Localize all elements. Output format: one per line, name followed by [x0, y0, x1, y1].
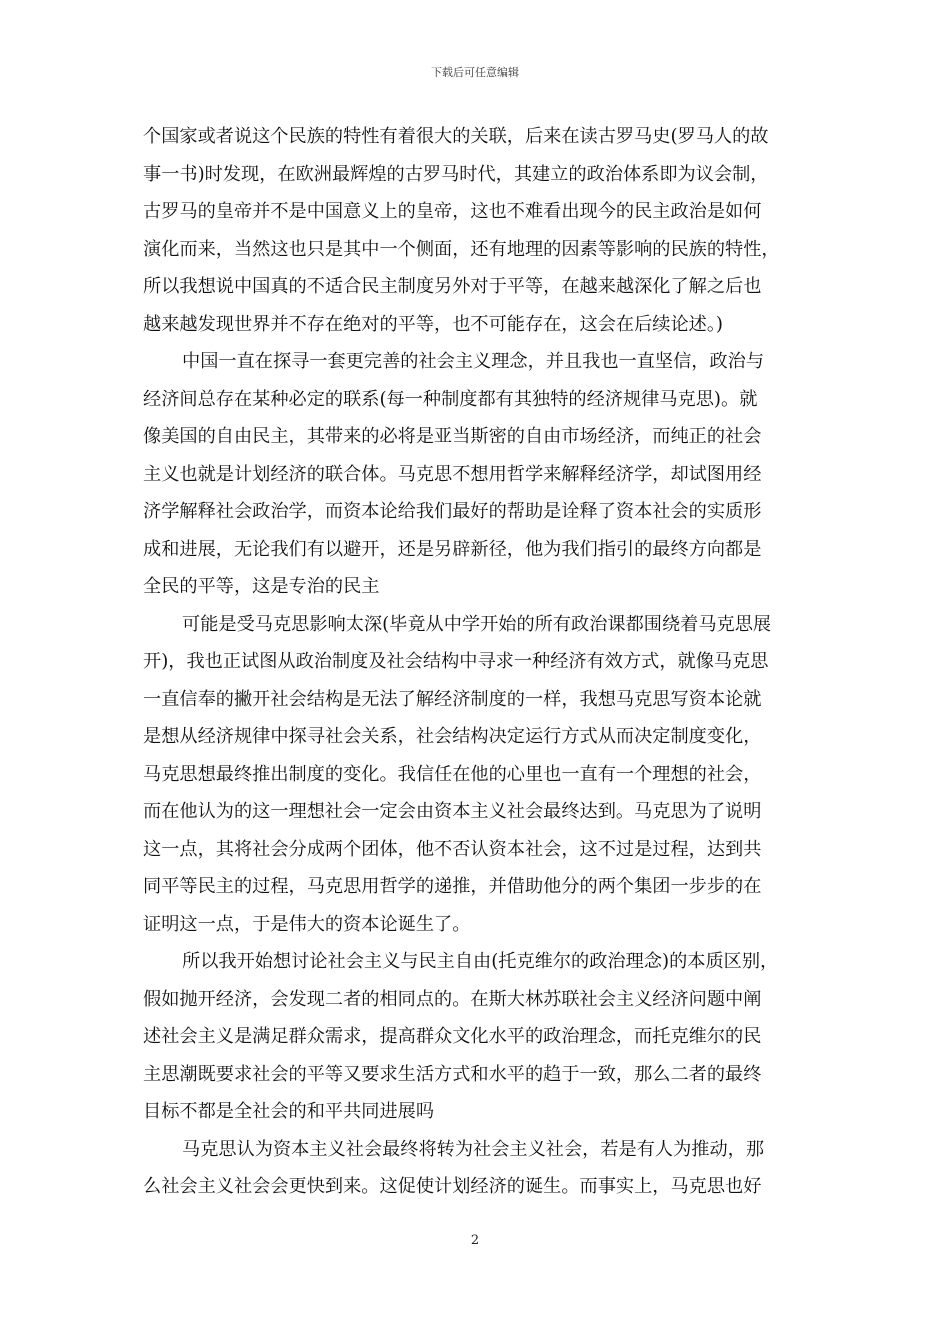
text-line: 古罗马的皇帝并不是中国意义上的皇帝，这也不难看出现今的民主政治是如何 — [143, 201, 762, 222]
document-body — [143, 118, 815, 1206]
text-line: 事一书)时发现，在欧洲最辉煌的古罗马时代，其建立的政治体系即为议会制， — [143, 163, 769, 185]
text-line: 述社会主义是满足群众需求，提高群众文化水平的政治理念，而托克维尔的民 — [143, 1026, 762, 1047]
paragraph-continuation — [143, 118, 815, 343]
text-line: 马克思想最终推出制度的变化。我信任在他的心里也一直有一个理想的社会， — [143, 763, 762, 785]
paragraph — [143, 1131, 815, 1206]
text-line: 而在他认为的这一理想社会一定会由资本主义社会最终达到。马克思为了说明 — [143, 801, 762, 822]
text-line: 假如抛开经济，会发现二者的相同点的。在斯大林苏联社会主义经济问题中阐 — [143, 988, 762, 1010]
text-line: 是想从经济规律中探寻社会关系，社会结构决定运行方式从而决定制度变化， — [143, 726, 762, 747]
text-line-first: 中国一直在探寻一套更完善的社会主义理念，并且我也一直坚信，政治与 — [182, 351, 765, 372]
text-line: 成和进展，无论我们有以避开，还是另辟新径，他为我们指引的最终方向都是 — [143, 538, 762, 560]
text-line: 所以我想说中国真的不适合民主制度另外对于平等，在越来越深化了解之后也 — [143, 276, 762, 297]
text-line-first: 马克思认为资本主义社会最终将转为社会主义社会，若是有人为推动，那 — [182, 1138, 765, 1160]
text-line-first: 所以我开始想讨论社会主义与民主自由(托克维尔的政治理念)的本质区别， — [182, 951, 779, 972]
text-line: 主思潮既要求社会的平等又要求生活方式和水平的趋于一致，那么二者的最终 — [143, 1063, 762, 1085]
paragraph — [143, 343, 815, 606]
page-header: 下载后可任意编辑 — [431, 66, 519, 79]
text-line: 证明这一点，于是伟大的资本论诞生了。 — [143, 913, 471, 935]
text-line: 这一点，其将社会分成两个团体，他不否认资本社会，这不过是过程，达到共 — [143, 838, 762, 860]
text-line: 越来越发现世界并不存在绝对的平等，也不可能存在，这会在后续论述。) — [143, 313, 723, 335]
text-line: 目标不都是全社会的和平共同进展吗 — [143, 1101, 435, 1122]
paragraph — [143, 606, 815, 944]
text-line: 开)，我也正试图从政治制度及社会结构中寻求一种经济有效方式，就像马克思 — [143, 651, 769, 672]
text-line: 经济间总存在某种必定的联系(每一种制度都有其独特的经济规律马克思)。就 — [143, 388, 758, 410]
text-line: 济学解释社会政治学，而资本论给我们最好的帮助是诠释了资本社会的实质形 — [143, 501, 762, 522]
text-line: 全民的平等，这是专治的民主 — [143, 576, 380, 597]
text-line-first: 可能是受马克思影响太深(毕竟从中学开始的所有政治课都围绕着马克思展 — [182, 613, 772, 635]
text-line: 个国家或者说这个民族的特性有着很大的关联，后来在读古罗马史(罗马人的故 — [143, 126, 769, 147]
text-line: 主义也就是计划经济的联合体。马克思不想用哲学来解释经济学，却试图用经 — [143, 463, 762, 485]
text-line: 么社会主义社会会更快到来。这促使计划经济的诞生。而事实上，马克思也好 — [143, 1176, 762, 1197]
text-line: 同平等民主的过程，马克思用哲学的递推，并借助他分的两个集团一步步的在 — [143, 876, 762, 897]
text-line: 一直信奉的撇开社会结构是无法了解经济制度的一样，我想马克思写资本论就 — [143, 688, 762, 710]
paragraph — [143, 943, 815, 1131]
text-line: 像美国的自由民主，其带来的必将是亚当斯密的自由市场经济，而纯正的社会 — [143, 426, 762, 447]
text-line: 演化而来，当然这也只是其中一个侧面，还有地理的因素等影响的民族的特性， — [143, 238, 780, 260]
page-number: 2 — [470, 1233, 480, 1248]
